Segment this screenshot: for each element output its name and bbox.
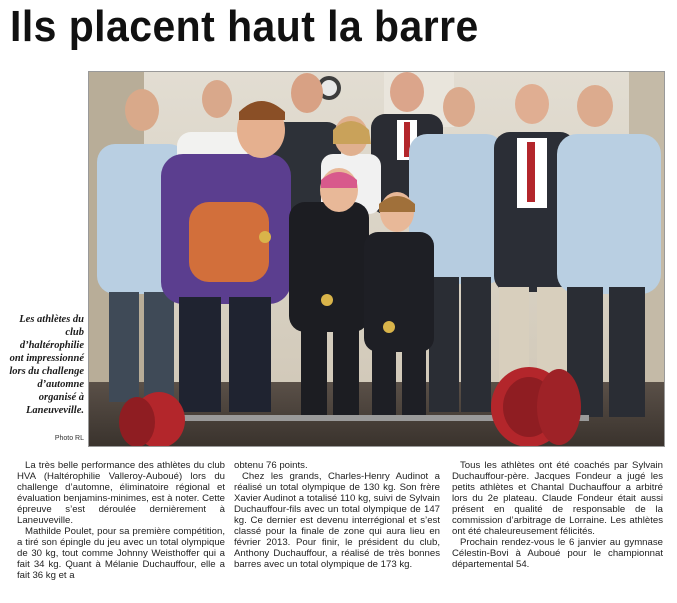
paragraph: Prochain rendez-vous le 6 janvier au gymnase Célestin-Bovi à Auboué pour le championnat départemental 54.	[452, 537, 663, 570]
headline: Ils placent haut la barre	[10, 2, 479, 51]
photo-credit: Photo RL	[54, 435, 84, 442]
article-photo	[88, 71, 665, 447]
paragraph: Chez les grands, Charles-Henry Audinot a réalisé un total olympique de 130 kg. Son frère Xavier Audinot a totalisé 110 kg, suivi de Sylvain Duchauffour-fils avec un total olympique de 147 kg. Ce dernier est devenu interrégional et s’est classé pour la finale de zone qui aura lieu en février 2013. Pour finir, le président du club, Anthony Duchauffour, a réalisé de très bonnes barres avec un total olympique de 173 kg.	[234, 471, 440, 570]
paragraph: obtenu 76 points.	[234, 460, 308, 471]
paragraph: Tous les athlètes ont été coachés par Sylvain Duchauffour-père. Jacques Fondeur a jugé les petits athlètes et Chantal Duchauffour a arbitré lors du 2e plateau. Claude Fondeur était aussi présent en qualité de responsable de la commission d’arbitrage de Lorraine. Les athlètes ont été chaleureusement félicités.	[452, 460, 663, 537]
article-column-3	[452, 460, 663, 600]
paragraph: La très belle performance des athlètes du club HVA (Haltérophilie Valleroy-Auboué) lors du challenge d’automne, éliminatoire régional et évaluation benjamins-minimes, est à noter. Cette épreuve s’est déroulée dernièrement à Laneuveville.	[17, 460, 225, 526]
group-photo-illustration	[89, 72, 664, 446]
article-column-2	[234, 460, 440, 600]
photo-caption: Les athlètes du club d’haltérophilie ont impressionné lors du challenge d’automne organisé à Laneuveville.	[9, 314, 84, 416]
article-column-1	[17, 460, 225, 600]
paragraph: Mathilde Poulet, pour sa première compétition, a tiré son épingle du jeu avec un total olympique de 30 kg, tout comme Johnny Weisthoffer qui a fait 34 kg. Quant à Mélanie Duchauffour, elle a fait 36 kg et a	[17, 526, 225, 581]
